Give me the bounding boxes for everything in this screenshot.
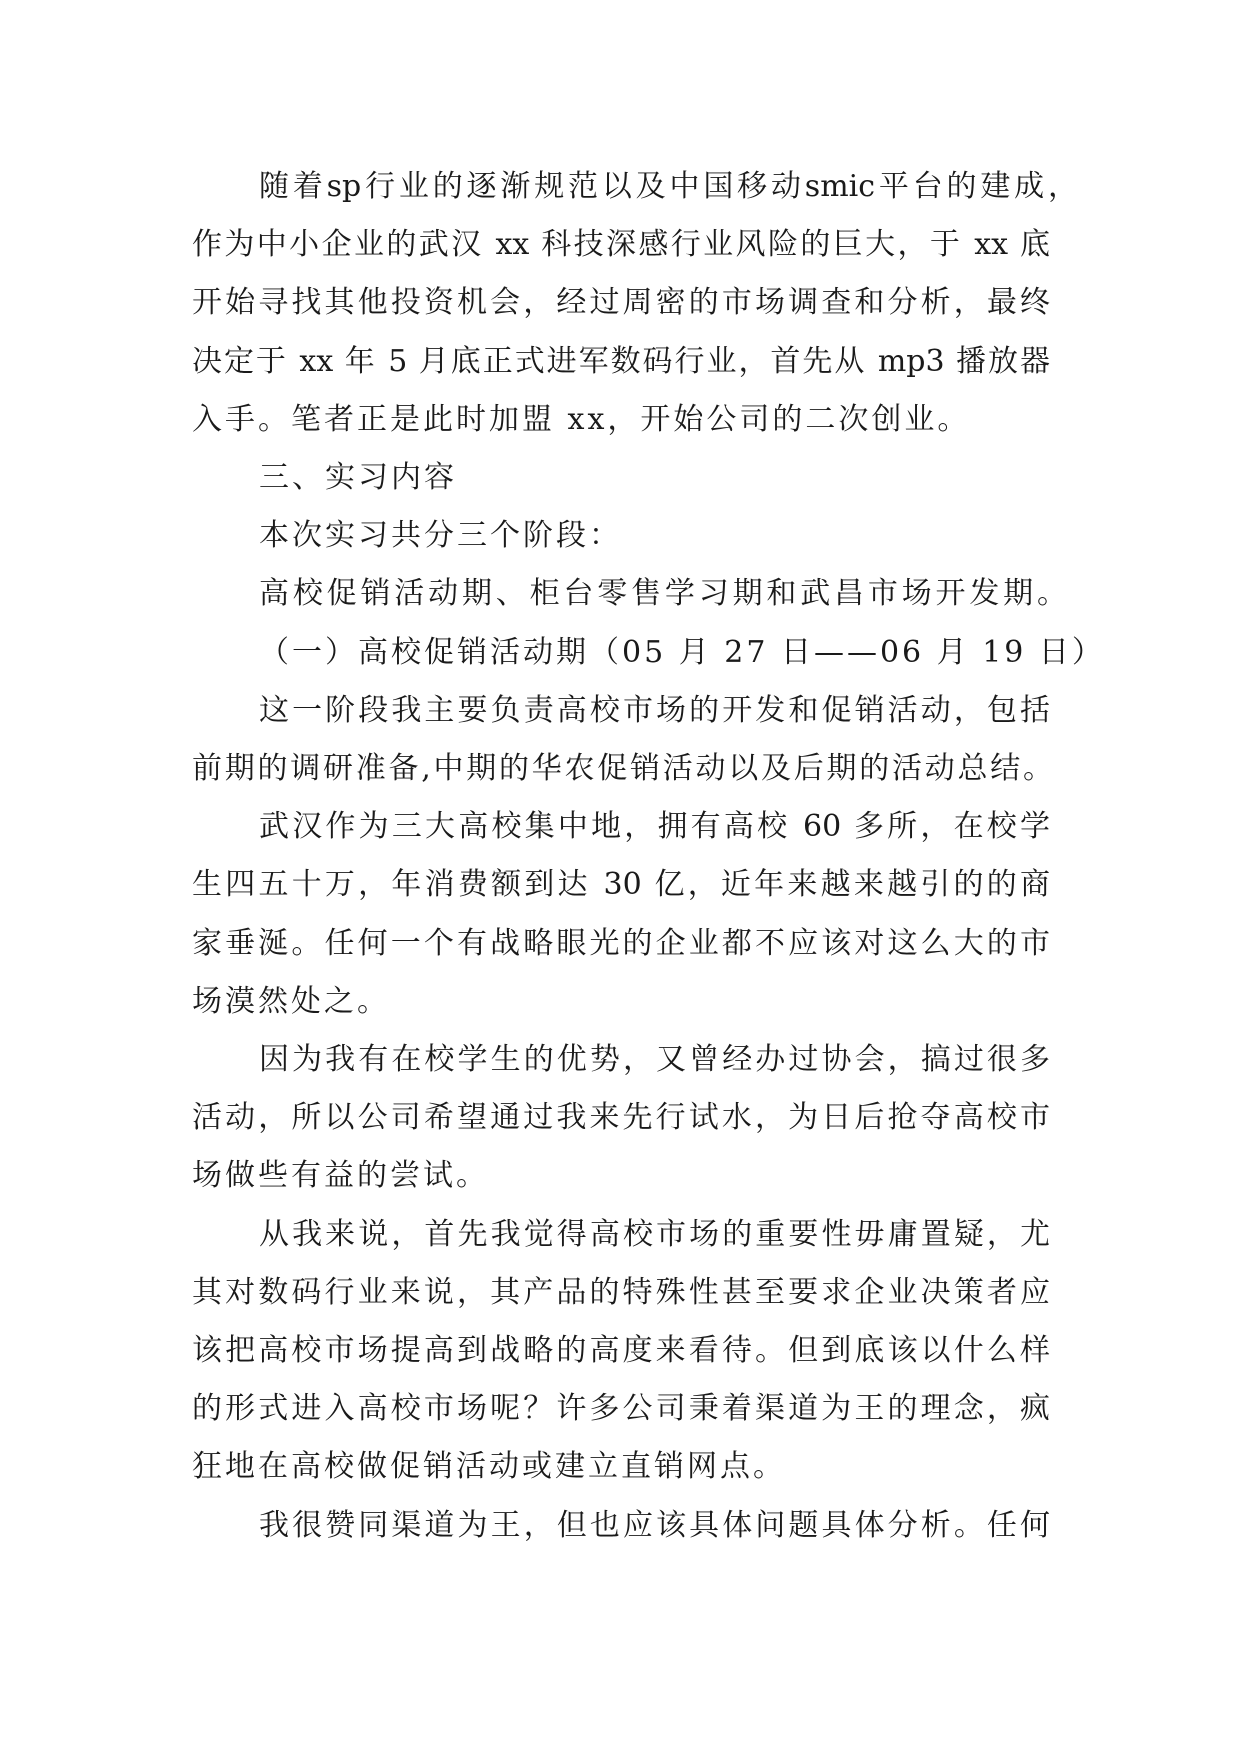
paragraph-line: 高校促销活动期、柜台零售学习期和武昌市场开发期。	[259, 576, 1067, 611]
paragraph-line: 该把高校市场提高到战略的高度来看待。但到底该以什么样	[192, 1333, 1050, 1368]
paragraph-line: 开始寻找其他投资机会，经过周密的市场调查和分析，最终	[192, 285, 1050, 320]
paragraph-line: 场漠然处之。	[192, 984, 390, 1019]
paragraph-line: 我很赞同渠道为王，但也应该具体问题具体分析。任何	[259, 1508, 1050, 1543]
paragraph-line: 生四五十万，年消费额到达 30 亿，近年来越来越引的的商	[192, 867, 1050, 902]
paragraph-line: 因为我有在校学生的优势，又曾经办过协会，搞过很多	[259, 1042, 1050, 1077]
paragraph-line: 前期的调研准备,中期的华农促销活动以及后期的活动总结。	[192, 751, 1053, 786]
subsection-heading: （一）高校促销活动期（05 月 27 日——06 月 19 日）	[259, 635, 1105, 670]
paragraph-line: 的形式进入高校市场呢？许多公司秉着渠道为王的理念，疯	[192, 1391, 1050, 1426]
paragraph-line: 武汉作为三大高校集中地，拥有高校 60 多所，在校学	[259, 809, 1050, 844]
paragraph-line: 场做些有益的尝试。	[192, 1158, 489, 1193]
paragraph-line: 家垂涎。任何一个有战略眼光的企业都不应该对这么大的市	[192, 926, 1050, 961]
paragraph-line: 作为中小企业的武汉 xx 科技深感行业风险的巨大，于 xx 底	[192, 227, 1050, 262]
paragraph-line: 狂地在高校做促销活动或建立直销网点。	[192, 1449, 786, 1484]
paragraph-line: 本次实习共分三个阶段：	[259, 518, 622, 553]
paragraph-line: 随着sp行业的逐渐规范以及中国移动smic平台的建成，	[259, 169, 1078, 204]
paragraph-line: 活动，所以公司希望通过我来先行试水，为日后抢夺高校市	[192, 1100, 1050, 1135]
paragraph-line: 其对数码行业来说，其产品的特殊性甚至要求企业决策者应	[192, 1275, 1050, 1310]
paragraph-line: 从我来说，首先我觉得高校市场的重要性毋庸置疑，尤	[259, 1217, 1050, 1252]
section-heading: 三、实习内容	[259, 460, 457, 495]
paragraph-line: 入手。笔者正是此时加盟 xx，开始公司的二次创业。	[192, 402, 971, 437]
paragraph-line: 这一阶段我主要负责高校市场的开发和促销活动，包括	[259, 693, 1050, 728]
paragraph-line: 决定于 xx 年 5 月底正式进军数码行业，首先从 mp3 播放器	[192, 344, 1050, 379]
